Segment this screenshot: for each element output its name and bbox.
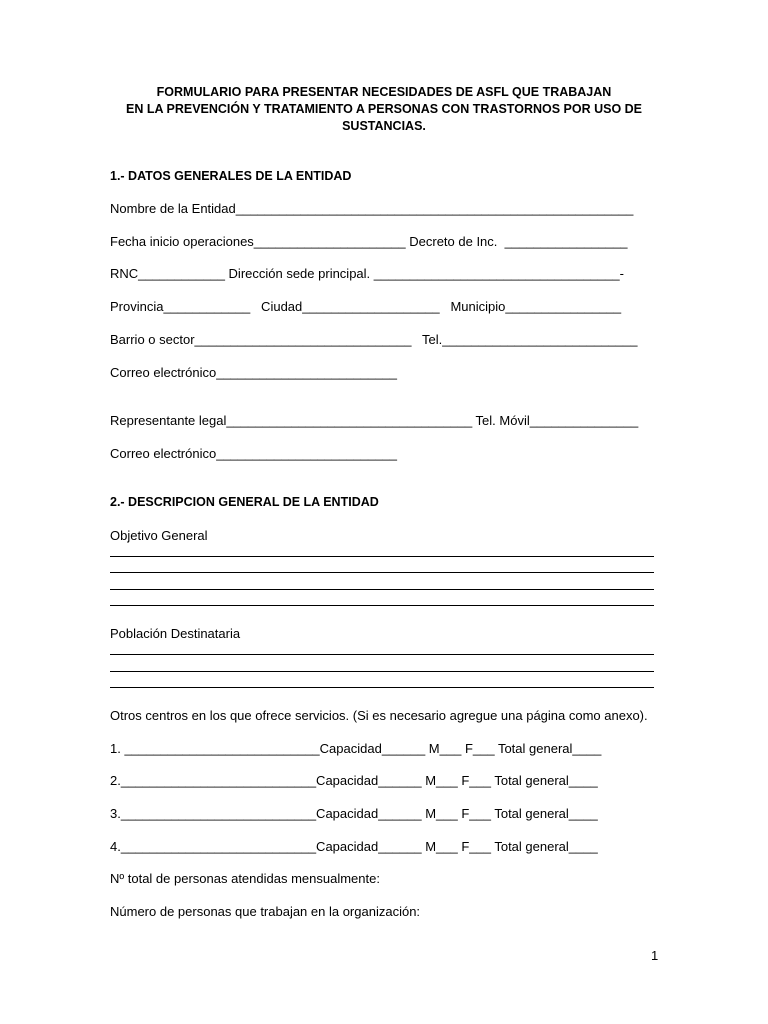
entity-name-field[interactable]: Nombre de la Entidad_______________________________________________________ xyxy=(110,201,634,216)
objective-line[interactable] xyxy=(110,572,654,573)
population-line[interactable] xyxy=(110,687,654,688)
neighborhood-phone-field[interactable]: Barrio o sector______________________________ Tel.___________________________ xyxy=(110,332,638,347)
title-line-1: FORMULARIO PARA PRESENTAR NECESIDADES DE ASFL QUE TRABAJAN xyxy=(156,85,612,99)
center-row[interactable]: 1. ___________________________Capacidad______ M___ F___ Total general____ xyxy=(110,741,602,756)
rnc-address-field[interactable]: RNC____________ Dirección sede principal. __________________________________- xyxy=(110,266,624,281)
center-row[interactable]: 4.___________________________Capacidad______ M___ F___ Total general____ xyxy=(110,839,598,854)
title-line-3: SUSTANCIAS. xyxy=(342,119,426,133)
center-row[interactable]: 2.___________________________Capacidad______ M___ F___ Total general____ xyxy=(110,773,598,788)
start-date-decree-field[interactable]: Fecha inicio operaciones_____________________ Decreto de Inc. _________________ xyxy=(110,234,628,249)
legal-representative-field[interactable]: Representante legal__________________________________ Tel. Móvil_______________ xyxy=(110,413,639,428)
population-line[interactable] xyxy=(110,654,654,655)
section-2-heading: 2.- DESCRIPCION GENERAL DE LA ENTIDAD xyxy=(110,495,379,509)
other-centers-label: Otros centros en los que ofrece servicios. (Si es necesario agregue una página como anexo). xyxy=(110,708,648,723)
target-population-label: Población Destinataria xyxy=(110,626,241,641)
objective-line[interactable] xyxy=(110,605,654,606)
section-1-heading: 1.- DATOS GENERALES DE LA ENTIDAD xyxy=(110,169,352,183)
objective-line[interactable] xyxy=(110,589,654,590)
page-number: 1 xyxy=(651,948,659,963)
title-line-2: EN LA PREVENCIÓN Y TRATAMIENTO A PERSONAS CON TRASTORNOS POR USO DE xyxy=(125,102,643,116)
objective-line[interactable] xyxy=(110,556,654,557)
staff-count-label: Número de personas que trabajan en la organización: xyxy=(110,904,421,919)
center-row[interactable]: 3.___________________________Capacidad______ M___ F___ Total general____ xyxy=(110,806,598,821)
general-objective-label: Objetivo General xyxy=(110,528,208,543)
email-field[interactable]: Correo electrónico_________________________ xyxy=(110,365,397,380)
representative-email-field[interactable]: Correo electrónico_________________________ xyxy=(110,446,397,461)
population-line[interactable] xyxy=(110,671,654,672)
province-city-municipality-field[interactable]: Provincia____________ Ciudad___________________ Municipio________________ xyxy=(110,299,622,314)
total-people-served-label: Nº total de personas atendidas mensualmente: xyxy=(110,871,380,886)
form-title xyxy=(100,84,668,135)
